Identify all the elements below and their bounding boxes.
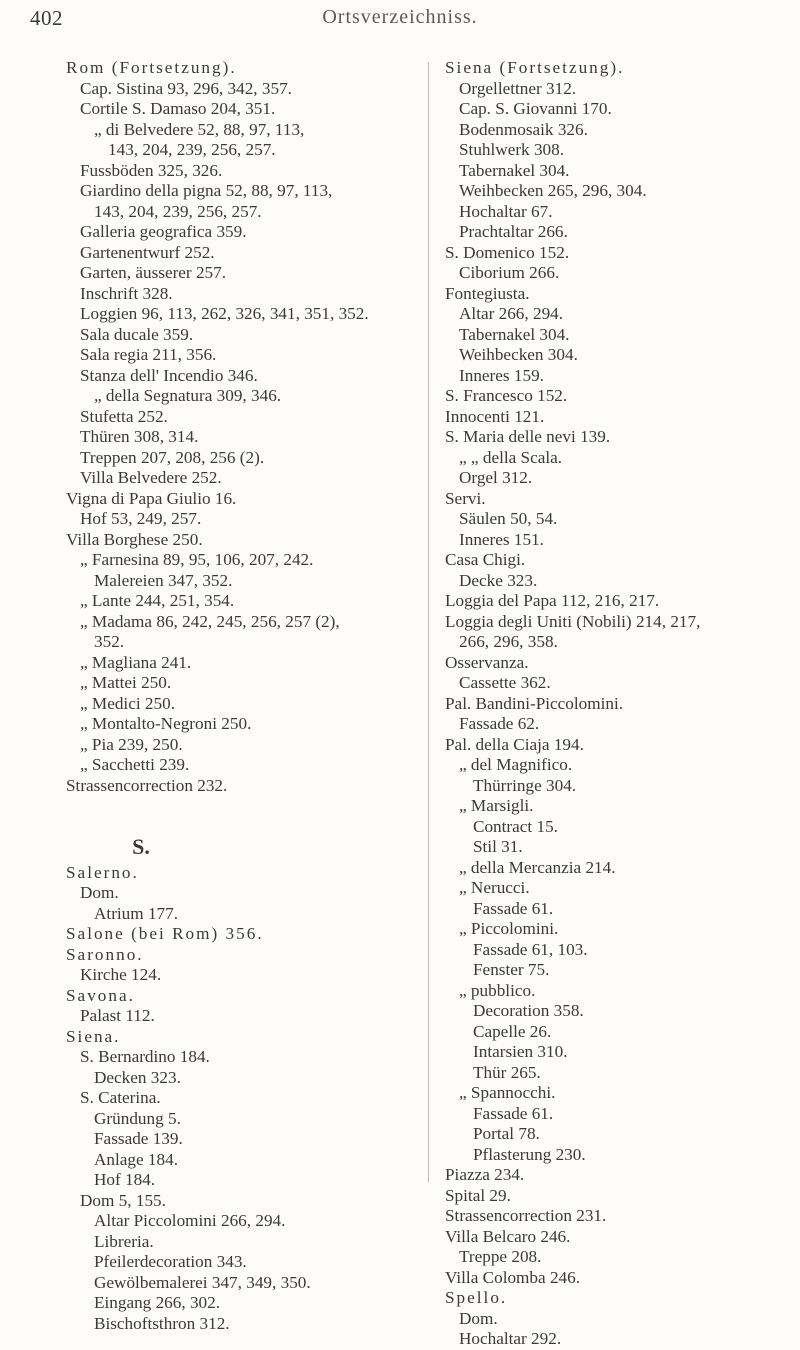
index-entry: Pfeilerdecoration 343. — [94, 1252, 247, 1271]
index-entry: Siena (Fortsetzung). — [445, 58, 625, 77]
index-entry: „ pubblico. — [459, 980, 536, 1000]
index-entry: Gewölbemalerei 347, 349, 350. — [94, 1272, 311, 1292]
index-entry: Loggien 96, 113, 262, 326, 341, 351, 352. — [80, 304, 369, 323]
index-entry: Sala regia 211, 356. — [80, 345, 217, 364]
index-entry: S. Francesco 152. — [445, 386, 568, 405]
index-entry: Palast 112. — [80, 1006, 155, 1025]
index-entry: Rom (Fortsetzung). — [66, 58, 237, 77]
page-number: 402 — [30, 6, 63, 30]
index-entry: Fassade 61. — [473, 1103, 554, 1123]
index-entry: Treppen 207, 208, 256 (2). — [80, 447, 265, 467]
index-entry: 143, 204, 239, 256, 257. — [94, 201, 262, 221]
index-entry: S. Maria delle nevi 139. — [445, 427, 611, 446]
index-entry: Galleria geografica 359. — [80, 222, 247, 241]
index-entry: „ Magliana 241. — [80, 652, 192, 672]
index-entry: Villa Borghese 250. — [66, 529, 203, 549]
index-entry: Gartenentwurf 252. — [80, 242, 215, 262]
index-entry: Villa Belcaro 246. — [445, 1226, 571, 1246]
index-entry: Decken 323. — [94, 1067, 181, 1087]
index-entry: Dom. — [80, 883, 119, 902]
index-entry: Decke 323. — [459, 570, 538, 590]
index-entry: „ Farnesina 89, 95, 106, 207, 242. — [80, 550, 314, 569]
index-entry: Inneres 151. — [459, 529, 544, 549]
index-entry: Salone (bei Rom) 356. — [66, 924, 264, 943]
index-entry: „ della Segnatura 309, 346. — [94, 386, 282, 405]
index-entry: Piazza 234. — [445, 1165, 525, 1184]
index-entry: Treppe 208. — [459, 1247, 542, 1266]
index-entry: Strassencorrection 231. — [445, 1206, 607, 1225]
index-entry: Stanza dell' Incendio 346. — [80, 365, 258, 385]
page-header — [0, 0, 800, 40]
index-entry: Decoration 358. — [473, 1001, 584, 1020]
index-entry: Fussböden 325, 326. — [80, 160, 223, 180]
index-entry: Intarsien 310. — [473, 1042, 568, 1061]
index-entry: „ Madama 86, 242, 245, 256, 257 (2), — [80, 611, 340, 631]
running-title: Ortsverzeichniss. — [322, 6, 478, 28]
index-entry: „ Sacchetti 239. — [80, 755, 190, 774]
index-entry: Bischoftsthron 312. — [94, 1313, 230, 1333]
index-entry: Garten, äusserer 257. — [80, 263, 227, 282]
index-entry: Hochaltar 67. — [459, 201, 553, 221]
index-entry: Tabernakel 304. — [459, 324, 570, 344]
index-entry: „ Nerucci. — [459, 878, 530, 897]
index-entry: Weihbecken 304. — [459, 345, 578, 364]
section-letter: S. — [132, 833, 150, 859]
index-entry: Kirche 124. — [80, 965, 162, 984]
index-entry: Inschrift 328. — [80, 283, 173, 303]
index-entry: Fenster 75. — [473, 960, 550, 979]
index-entry: Bodenmosaik 326. — [459, 119, 588, 139]
index-entry: Altar 266, 294. — [459, 304, 564, 323]
index-entry: Loggia del Papa 112, 216, 217. — [445, 591, 660, 610]
index-entry: „ del Magnifico. — [459, 755, 573, 774]
index-entry: S. Caterina. — [80, 1088, 161, 1107]
index-entry: Eingang 266, 302. — [94, 1293, 221, 1312]
index-entry: Orgellettner 312. — [459, 78, 577, 98]
index-entry: Casa Chigi. — [445, 550, 526, 569]
index-entry: „ Lante 244, 251, 354. — [80, 591, 235, 610]
index-entry: Pflasterung 230. — [473, 1144, 586, 1164]
index-entry: „ Medici 250. — [80, 693, 175, 713]
index-entry: Cap. S. Giovanni 170. — [459, 99, 612, 118]
index-entry: Thür 265. — [473, 1062, 541, 1082]
index-entry: „ Mattei 250. — [80, 673, 172, 692]
index-entry: Weihbecken 265, 296, 304. — [459, 181, 647, 200]
index-entry: Giardino della pigna 52, 88, 97, 113, — [80, 181, 333, 200]
index-entry: „ della Mercanzia 214. — [459, 857, 616, 877]
index-entry: „ Montalto-Negroni 250. — [80, 714, 252, 733]
index-entry: Fassade 139. — [94, 1129, 183, 1148]
index-entry: Fassade 62. — [459, 714, 540, 733]
index-entry: Vigna di Papa Giulio 16. — [66, 488, 237, 508]
index-entry: Cassette 362. — [459, 673, 551, 692]
index-entry: Prachtaltar 266. — [459, 222, 568, 241]
index-entry: Thürringe 304. — [473, 775, 577, 795]
index-entry: Fontegiusta. — [445, 283, 530, 303]
index-entry: Dom. — [459, 1308, 498, 1328]
index-entry: Dom 5, 155. — [80, 1190, 166, 1210]
index-entry: Orgel 312. — [459, 468, 533, 487]
index-entry: Cap. Sistina 93, 296, 342, 357. — [80, 78, 292, 98]
index-entry: Anlage 184. — [94, 1149, 179, 1169]
index-entry: Stufetta 252. — [80, 406, 168, 426]
index-entry: „ „ della Scala. — [459, 447, 563, 467]
index-entry: Gründung 5. — [94, 1108, 181, 1128]
index-entry: Contract 15. — [473, 816, 558, 836]
index-entry: Hof 184. — [94, 1170, 156, 1189]
index-entry: „ Marsigli. — [459, 796, 534, 815]
index-entry: Strassencorrection 232. — [66, 775, 228, 795]
index-entry: Pal. Bandini-Piccolomini. — [445, 693, 624, 713]
index-entry: „ di Belvedere 52, 88, 97, 113, — [94, 119, 305, 139]
index-entry: Stuhlwerk 308. — [459, 140, 565, 159]
index-entry: Inneres 159. — [459, 365, 544, 385]
left-index-column — [66, 58, 369, 1334]
index-entry: Osservanza. — [445, 652, 529, 672]
index-entry: Libreria. — [94, 1231, 154, 1251]
index-entry: Malereien 347, 352. — [94, 570, 233, 590]
column-divider — [428, 62, 429, 1182]
index-entry: Cortile S. Damaso 204, 351. — [80, 99, 276, 118]
index-entry: Säulen 50, 54. — [459, 509, 558, 528]
index-entry: Loggia degli Uniti (Nobili) 214, 217, — [445, 611, 701, 631]
index-entry: Altar Piccolomini 266, 294. — [94, 1211, 286, 1230]
index-entry: Saronno. — [66, 944, 144, 964]
blank-line — [66, 796, 316, 817]
index-entry: Spital 29. — [445, 1185, 511, 1205]
index-entry: Pal. della Ciaja 194. — [445, 734, 584, 754]
index-entry: Innocenti 121. — [445, 406, 545, 426]
index-entry: Stil 31. — [473, 837, 523, 856]
index-entry: Fassade 61, 103. — [473, 939, 588, 959]
right-index-column — [445, 58, 795, 1350]
index-entry: Servi. — [445, 488, 486, 508]
index-entry: Hof 53, 249, 257. — [80, 509, 202, 528]
index-entry: Portal 78. — [473, 1124, 540, 1143]
index-entry: Siena. — [66, 1026, 121, 1046]
index-entry: Sala ducale 359. — [80, 324, 194, 344]
index-entry: 266, 296, 358. — [459, 632, 558, 651]
index-entry: Spello. — [445, 1288, 508, 1307]
index-entry: Ciborium 266. — [459, 263, 560, 282]
index-entry: Atrium 177. — [94, 903, 179, 923]
index-entry: Tabernakel 304. — [459, 160, 570, 180]
index-entry: Villa Belvedere 252. — [80, 468, 222, 487]
index-entry: Fassade 61. — [473, 898, 554, 918]
index-entry: Capelle 26. — [473, 1021, 552, 1041]
index-entry: Hochaltar 292. — [459, 1329, 562, 1348]
index-entry: 143, 204, 239, 256, 257. — [108, 140, 276, 159]
index-entry: Villa Colomba 246. — [445, 1267, 581, 1287]
index-entry: 352. — [94, 632, 125, 651]
index-entry: Savona. — [66, 985, 135, 1005]
index-entry: „ Spannocchi. — [459, 1083, 556, 1102]
index-entry: S. Bernardino 184. — [80, 1047, 210, 1066]
index-entry: „ Pia 239, 250. — [80, 734, 183, 754]
index-entry: „ Piccolomini. — [459, 919, 559, 938]
index-entry: Salerno. — [66, 862, 139, 882]
index-entry: S. Domenico 152. — [445, 242, 570, 262]
index-entry: Thüren 308, 314. — [80, 427, 199, 446]
